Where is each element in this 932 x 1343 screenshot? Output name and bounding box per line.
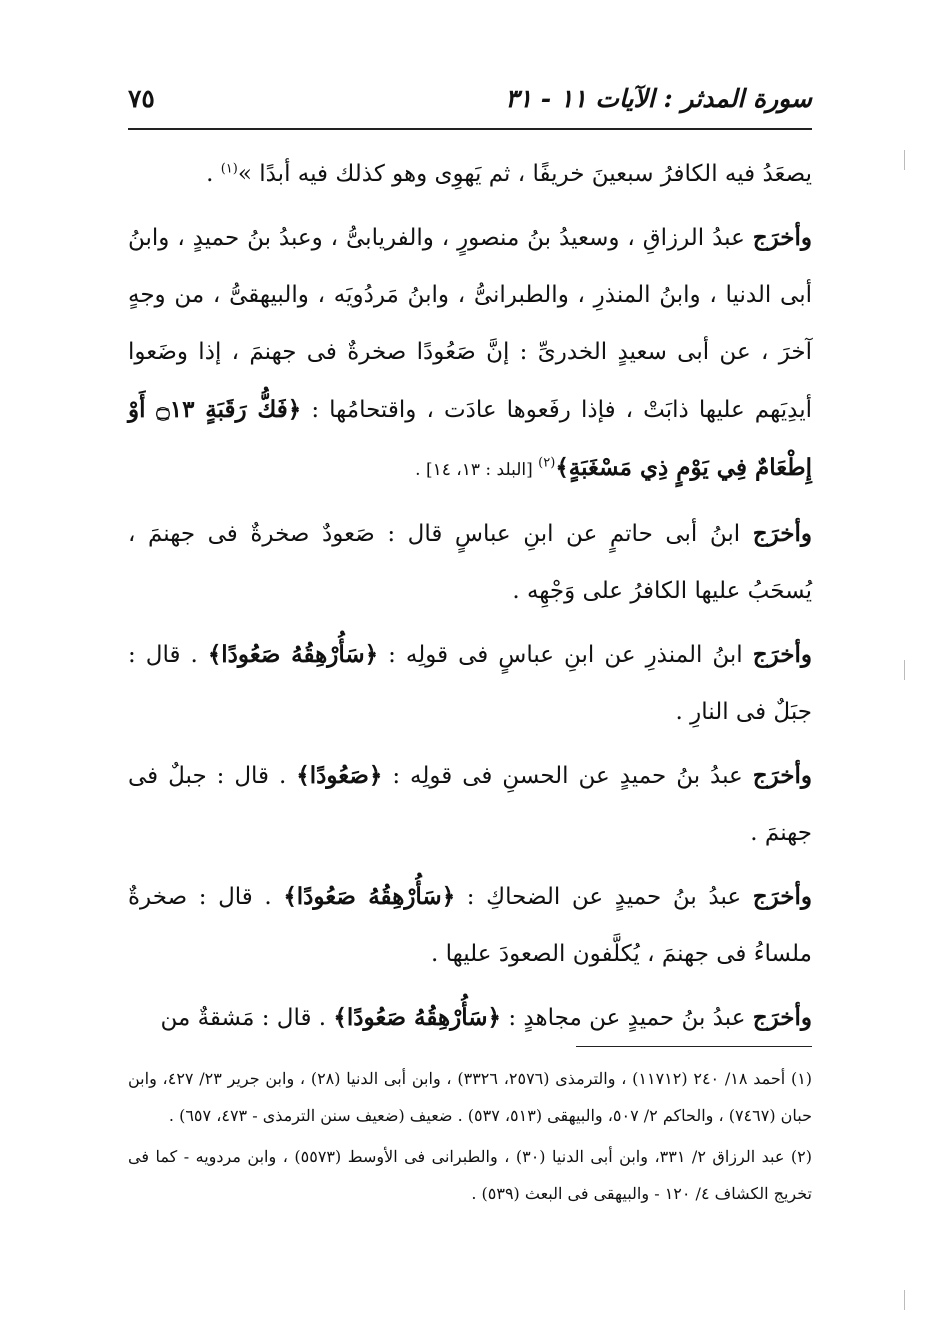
quran-verse: ﴿سَأُرْهِقُهُ صَعُودًا﴾ bbox=[333, 1004, 502, 1031]
paragraph-7 bbox=[128, 989, 812, 1047]
footnote-2: (٢) عبد الرزاق ٢/ ٣٣١، وابن أبى الدنيا (٣٠) ، والطبرانى فى الأوسط (٥٥٧٣) ، وابن مردويه - كما فى تخريج الكشاف ٤/ ١٢٠ - والبيهقى فى البعث (٥٣٩) . bbox=[128, 1147, 813, 1203]
page-number: ٧٥ bbox=[128, 84, 155, 113]
quran-verse: ﴿صَعُودًا﴾ bbox=[296, 762, 383, 789]
ayah-reference: [البلد : ١٣، ١٤] . bbox=[415, 460, 539, 480]
paragraph-1 bbox=[128, 146, 812, 203]
running-title: سورة المدثر : الآيات ١١ - ٣١ bbox=[505, 84, 812, 113]
paragraph-text: عبدُ بنُ حميدٍ عن مجاهدٍ : bbox=[501, 1005, 753, 1031]
page-header bbox=[128, 84, 812, 124]
footnotes bbox=[128, 1060, 812, 1216]
quran-verse: ﴿سَأُرْهِقُهُ صَعُودًا﴾ bbox=[207, 641, 379, 668]
paragraph-lead: وأخرَج bbox=[752, 1004, 812, 1031]
scan-margin-mark bbox=[904, 1290, 905, 1310]
paragraph-tail: . قال : جبلٌ فى جهنمَ . bbox=[128, 763, 812, 846]
quran-verse: ﴿فَكُّ رَقَبَةٍ ۝١٣ أَوْ إِطْعَامٌ فِي يَوْمٍ ذِي مَسْغَبَةٍ﴾ bbox=[128, 396, 812, 481]
quran-verse: ﴿سَأُرْهِقُهُ صَعُودًا﴾ bbox=[283, 883, 456, 910]
paragraph-4 bbox=[128, 626, 812, 741]
paragraph-tail: . قال : مَشقةٌ من bbox=[160, 1005, 334, 1031]
paragraph-text: ابنُ المنذرِ عن ابنِ عباسٍ فى قولِه : bbox=[378, 642, 753, 668]
scan-margin-mark bbox=[904, 660, 905, 680]
paragraph-text: عبدُ بنُ حميدٍ عن الحسنِ فى قولِه : bbox=[382, 763, 753, 789]
paragraph-text: عبدُ الرزاقِ ، وسعيدُ بنُ منصورٍ ، والفريابىُّ ، وعبدُ بنُ حميدٍ ، وابنُ أبى الدنيا ، وابنُ المنذرِ ، والطبرانىُّ ، وابنُ مَردُويَه ، والبيهقىُّ ، من وجهٍ آخرَ ، عن أبى سعيدٍ الخدرىِّ : إنَّ صَعُودًا صخرةٌ فى جهنمَ ، إذا وضَعوا أيدِيَهم عليها ذابَتْ ، فإذا رفَعوها عادَت ، واقتحامُها : bbox=[128, 225, 812, 423]
footnote-ref: (١) bbox=[220, 161, 238, 177]
header-rule bbox=[128, 128, 812, 130]
paragraph-2 bbox=[128, 209, 812, 499]
paragraph-tail: . قال : جبَلٌ فى النارِ . bbox=[128, 642, 812, 725]
main-text bbox=[128, 146, 812, 1053]
paragraph-lead: وأخرَج bbox=[752, 641, 812, 668]
paragraph-end: . bbox=[206, 161, 221, 187]
paragraph-5 bbox=[128, 747, 812, 862]
paragraph-text: يصعَدُ فيه الكافرُ سبعينَ خريفًا ، ثم يَهوِى وهو كذلك فيه أبدًا » bbox=[237, 161, 812, 187]
paragraph-tail: . قال : صخرةٌ ملساءُ فى جهنمَ ، يُكلَّفون الصعودَ عليها . bbox=[128, 884, 812, 967]
footnote-rule bbox=[576, 1046, 812, 1047]
footnote-1: (١) أحمد ١٨/ ٢٤٠ (١١٧١٢) ، والترمذى (٢٥٧٦، ٣٣٢٦) ، وابن أبى الدنيا (٢٨) ، وابن جرير ٢٣/ ٤٢٧، وابن حبان (٧٤٦٧) ، والحاكم ٢/ ٥٠٧، والبيهقى (٥١٣، ٥٣٧) . ضعيف (ضعيف سنن الترمذى - ٤٧٣، ٦٥٧) . bbox=[128, 1069, 813, 1125]
paragraph-text: عبدُ بنُ حميدٍ عن الضحاكِ : bbox=[455, 884, 753, 910]
paragraph-text: ابنُ أبى حاتمٍ عن ابنِ عباسٍ قال : صَعودٌ صخرةٌ فى جهنمَ ، يُسحَبُ عليها الكافرُ على وَجْهِه . bbox=[128, 521, 812, 604]
paragraph-lead: وأخرَج bbox=[752, 762, 813, 789]
paragraph-3 bbox=[128, 505, 812, 620]
paragraph-6 bbox=[128, 868, 812, 983]
scan-margin-mark bbox=[904, 150, 905, 170]
paragraph-lead: وأخرَج bbox=[752, 520, 812, 547]
paragraph-lead: وأخرَج bbox=[752, 224, 812, 251]
paragraph-lead: وأخرَج bbox=[752, 883, 812, 910]
footnote-ref: (٢) bbox=[538, 455, 556, 471]
